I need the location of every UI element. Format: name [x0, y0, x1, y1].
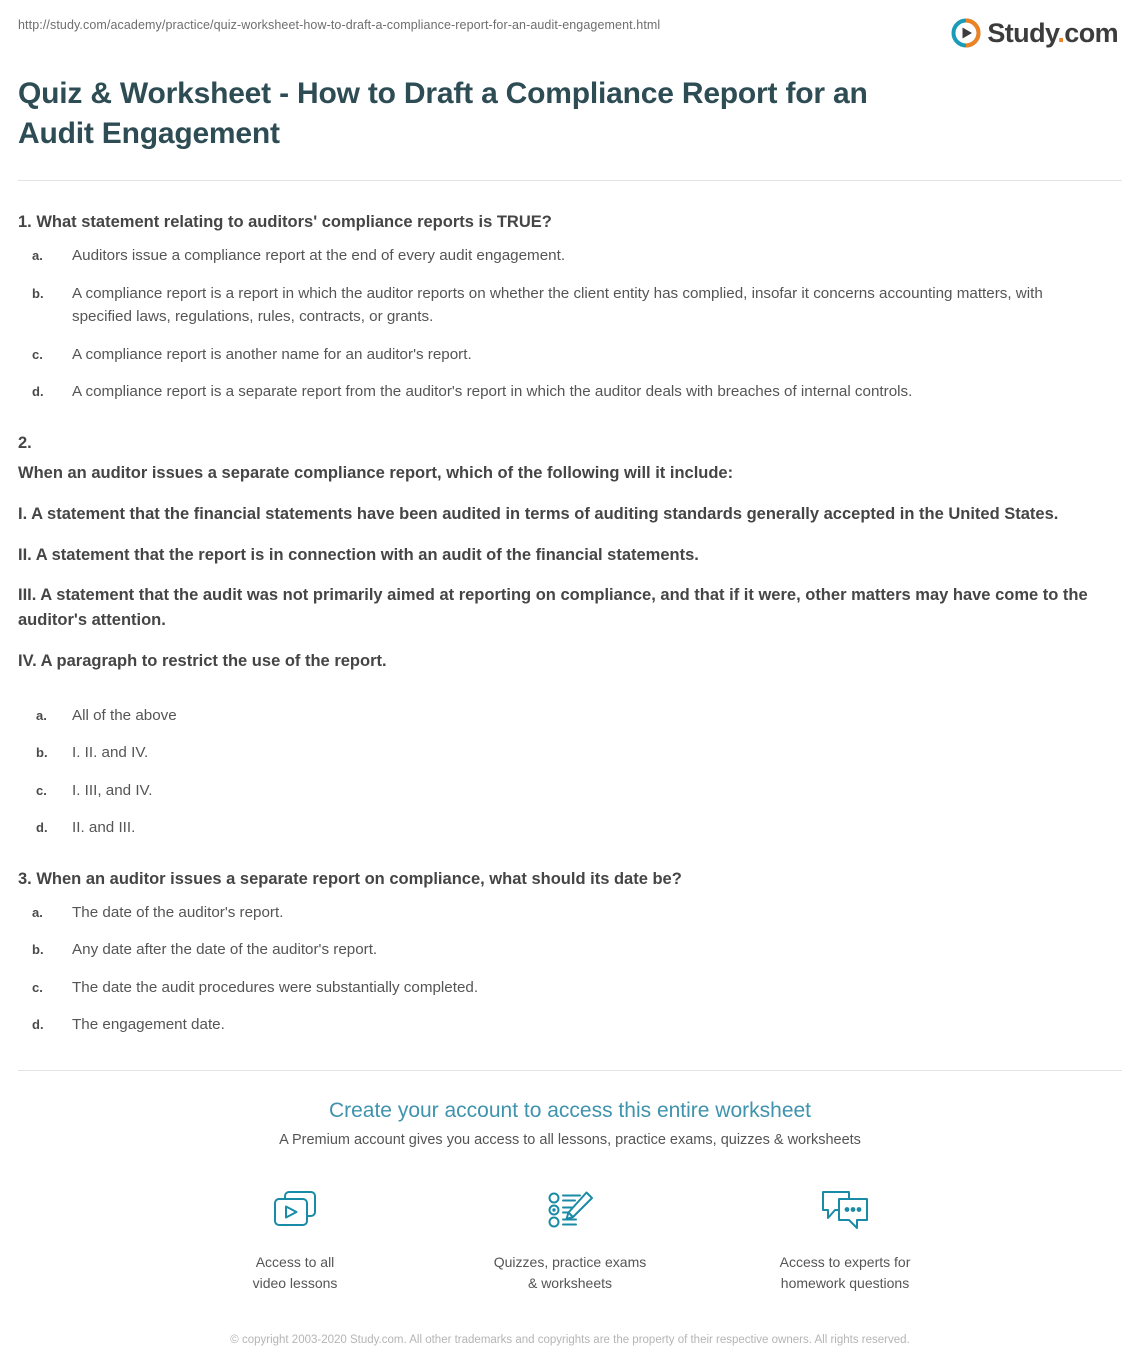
- copyright-notice: © copyright 2003-2020 Study.com. All other trademarks and copyrights are the property of their respective owners. All rights reserved.: [230, 1333, 910, 1346]
- option-letter: a.: [36, 707, 47, 723]
- feature-label: Access to all video lessons: [252, 1254, 338, 1291]
- option-text: All of the above: [72, 706, 177, 724]
- chat-bubbles-icon: [758, 1180, 933, 1240]
- statement-item: I. A statement that the financial statements have been audited in terms of auditing standards generally accepted in the United States.: [18, 504, 1059, 523]
- statement-item: IV. A paragraph to restrict the use of the report.: [18, 651, 387, 670]
- option-letter: d.: [32, 384, 44, 400]
- option-item[interactable]: [18, 901, 1122, 925]
- source-url: http://study.com/academy/practice/quiz-worksheet-how-to-draft-a-compliance-report-for-an-audit-engagement.html: [18, 18, 661, 32]
- options-list-1: [18, 244, 1122, 404]
- play-circle-icon: [951, 18, 981, 48]
- option-letter: a.: [32, 248, 43, 264]
- option-item[interactable]: [18, 380, 1122, 404]
- option-letter: d.: [32, 1017, 44, 1033]
- option-text: The date the audit procedures were substantially completed.: [72, 978, 479, 996]
- option-item[interactable]: [18, 244, 1122, 268]
- option-item[interactable]: [18, 938, 1122, 962]
- feature-item-video-lessons: [208, 1180, 383, 1293]
- question-prompt-2: When an auditor issues a separate compliance report, which of the following will it include:: [18, 463, 734, 482]
- option-text: Auditors issue a compliance report at the end of every audit engagement.: [72, 247, 566, 265]
- statement-item: II. A statement that the report is in connection with an audit of the financial statements.: [18, 545, 699, 564]
- question-number-2: 2.: [18, 433, 32, 452]
- option-letter: b.: [36, 745, 48, 761]
- option-letter: b.: [32, 285, 44, 301]
- option-letter: c.: [32, 979, 43, 995]
- option-item[interactable]: [18, 1013, 1122, 1037]
- option-text: II. and III.: [72, 819, 136, 837]
- option-item[interactable]: [18, 816, 1122, 840]
- footer-divider: [18, 1070, 1122, 1071]
- option-item[interactable]: [18, 741, 1122, 765]
- page-header: [18, 0, 1122, 48]
- question-prompt-1: 1. What statement relating to auditors' compliance reports is TRUE?: [18, 213, 552, 232]
- question-block-2: [18, 432, 1122, 840]
- option-text: A compliance report is another name for an auditor's report.: [72, 345, 472, 363]
- option-item[interactable]: [18, 779, 1122, 803]
- question-block-1: [18, 211, 1122, 404]
- quiz-body: [18, 181, 1122, 1037]
- video-lessons-icon: [208, 1180, 383, 1240]
- option-text: I. III, and IV.: [72, 781, 153, 799]
- option-text: A compliance report is a separate report from the auditor's report in which the auditor deals with breaches of internal controls.: [72, 383, 913, 401]
- question-block-3: [18, 868, 1122, 1037]
- option-item[interactable]: [18, 282, 1122, 329]
- option-item[interactable]: [18, 704, 1122, 728]
- option-text: A compliance report is a report in which the auditor reports on whether the client entity has complied, insofar it concerns accounting matters, with specified laws, regulations, rules, contracts, or grants.: [72, 284, 1043, 326]
- cta-heading[interactable]: Create your account to access this entire worksheet: [328, 1099, 812, 1122]
- cta-footer: [18, 1070, 1122, 1349]
- study-com-logo[interactable]: [951, 18, 1122, 48]
- quiz-pencil-icon: [483, 1180, 658, 1240]
- option-letter: d.: [36, 820, 48, 836]
- options-list-3: [18, 901, 1122, 1037]
- options-list-2: [18, 704, 1122, 840]
- statement-item: III. A statement that the audit was not primarily aimed at reporting on compliance, and that if it were, other matters may have come to the auditor's attention.: [18, 586, 1088, 630]
- option-text: The engagement date.: [72, 1016, 225, 1034]
- option-text: Any date after the date of the auditor's report.: [72, 941, 378, 959]
- feature-list: [18, 1180, 1122, 1293]
- feature-label: Quizzes, practice exams & worksheets: [493, 1254, 647, 1291]
- option-item[interactable]: [18, 976, 1122, 1000]
- option-letter: a.: [32, 904, 43, 920]
- question-prompt-3: 3. When an auditor issues a separate report on compliance, what should its date be?: [18, 869, 682, 888]
- logo-wordmark: [987, 17, 1118, 48]
- option-text: I. II. and IV.: [72, 744, 149, 762]
- option-letter: c.: [36, 782, 47, 798]
- feature-item-experts: [758, 1180, 933, 1293]
- option-letter: c.: [32, 346, 43, 362]
- option-text: The date of the auditor's report.: [72, 903, 284, 921]
- feature-label: Access to experts for homework questions: [779, 1254, 911, 1291]
- logo-text-com: com: [1064, 17, 1118, 48]
- cta-subheading: A Premium account gives you access to all lessons, practice exams, quizzes & worksheets: [279, 1132, 861, 1149]
- logo-text-study: Study: [987, 17, 1058, 48]
- option-item[interactable]: [18, 343, 1122, 367]
- logo-text-dot: .: [1057, 17, 1065, 48]
- statements-list-2: [18, 502, 1122, 674]
- feature-item-quizzes: [483, 1180, 658, 1293]
- page-title: Quiz & Worksheet - How to Draft a Compliance Report for an Audit Engagement: [18, 77, 868, 150]
- option-letter: b.: [32, 942, 44, 958]
